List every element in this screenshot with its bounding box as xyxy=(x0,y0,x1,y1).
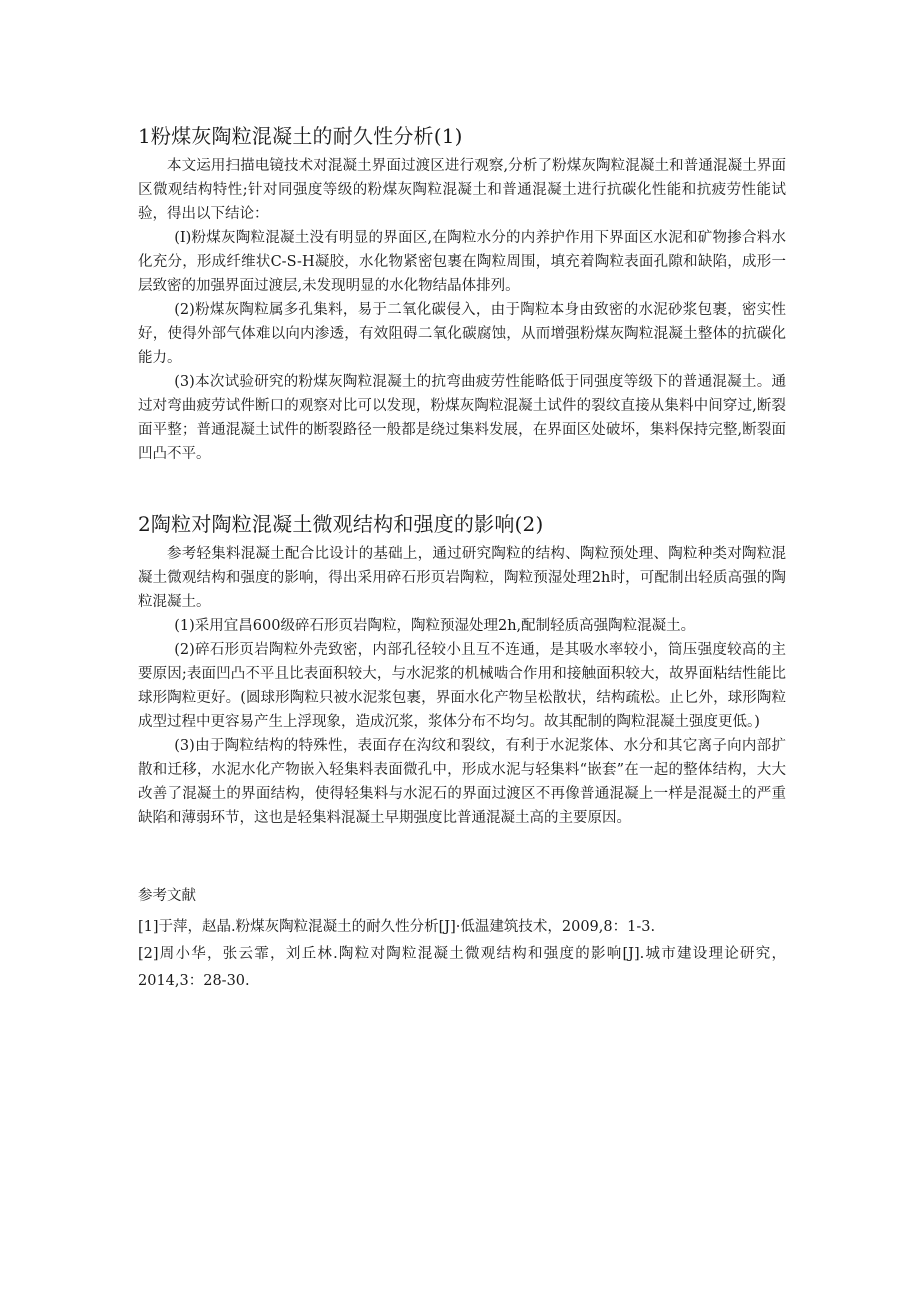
section-1-item-1: (I)粉煤灰陶粒混凝土没有明显的界面区,在陶粒水分的内养护作用下界面区水泥和矿物掺合料水化充分，形成纤维状C-S-H凝胶，水化物紧密包裹在陶粒周围，填充着陶粒表面孔隙和缺陷，成形一层致密的加强界面过渡层,未发现明显的水化物结晶体排列。 xyxy=(138,230,786,294)
section-1-item-3: (3)本次试验研究的粉煤灰陶粒混凝土的抗弯曲疲劳性能略低于同强度等级下的普通混凝土。通过对弯曲疲劳试件断口的观察对比可以发现，粉煤灰陶粒混凝土试件的裂纹直接从集料中间穿过,断裂面平整；普通混凝土试件的断裂路径一般都是绕过集料发展，在界面区处破坏，集料保持完整,断裂面凹凸不平。 xyxy=(138,374,786,462)
section-1 xyxy=(138,122,786,466)
section-2 xyxy=(138,510,786,830)
section-2-heading: 2陶粒对陶粒混凝土微观结构和强度的影响(2) xyxy=(138,512,544,536)
section-2-item-3: (3)由于陶粒结构的特殊性，表面存在沟纹和裂纹，有利于水泥浆体、水分和其它离子向内部扩散和迁移，水泥水化产物嵌入轻集料表面微孔中，形成水泥与轻集料“嵌套”在一起的整体结构，大大改善了混凝土的界面结构，使得轻集料与水泥石的界面过渡区不再像普通混凝上一样是混凝土的严重缺陷和薄弱环节，这也是轻集料混凝土早期强度比普通混凝土高的主要原因。 xyxy=(138,738,786,826)
reference-item-1: [1]于萍，赵晶.粉煤灰陶粒混凝土的耐久性分析[J]·低温建筑技术，2009,8：1-3. xyxy=(138,919,656,935)
reference-item-2: [2]周小华，张云霏，刘丘林.陶粒对陶粒混凝土微观结构和强度的影响[J].城市建设理论研究，2014,3：28-30. xyxy=(138,946,786,989)
section-1-heading: 1粉煤灰陶粒混凝土的耐久性分析(1) xyxy=(138,124,463,148)
section-2-intro: 参考轻集料混凝土配合比设计的基础上，通过研究陶粒的结构、陶粒预处理、陶粒种类对陶粒混凝土微观结构和强度的影响，得出采用碎石形页岩陶粒，陶粒预湿处理2h时，可配制出轻质高强的陶粒混凝土。 xyxy=(138,546,786,610)
section-1-intro: 本文运用扫描电镜技术对混凝土界面过渡区进行观察,分析了粉煤灰陶粒混凝土和普通混凝土界面区微观结构特性;针对同强度等级的粉煤灰陶粒混凝土和普通混凝土进行抗碳化性能和抗疲劳性能试验，得出以下结论： xyxy=(138,158,786,222)
section-1-item-2: (2)粉煤灰陶粒属多孔集料，易于二氧化碳侵入，由于陶粒本身由致密的水泥砂浆包裹，密实性好，使得外部气体难以向内渗透，有效阻碍二氧化碳腐蚀，从而增强粉煤灰陶粒混凝土整体的抗碳化能力。 xyxy=(138,302,786,366)
references-title: 参考文献 xyxy=(138,888,196,904)
section-2-item-2: (2)碎石形页岩陶粒外壳致密，内部孔径较小且互不连通，是其吸水率较小，筒压强度较高的主要原因;表面凹凸不平且比表面积较大，与水泥浆的机械啮合作用和接触面积较大，故界面粘结性能比球形陶粒更好。(圆球形陶粒只被水泥浆包裹，界面水化产物呈松散状，结构疏松。止匕外，球形陶粒成型过程中更容易产生上浮现象，造成沉浆，浆体分布不均匀。故其配制的陶粒混凝土强度更低。) xyxy=(138,642,786,730)
references xyxy=(138,884,786,995)
section-2-item-1: (1)采用宜昌600级碎石形页岩陶粒，陶粒预湿处理2h,配制轻质高强陶粒混凝土。 xyxy=(174,618,696,634)
